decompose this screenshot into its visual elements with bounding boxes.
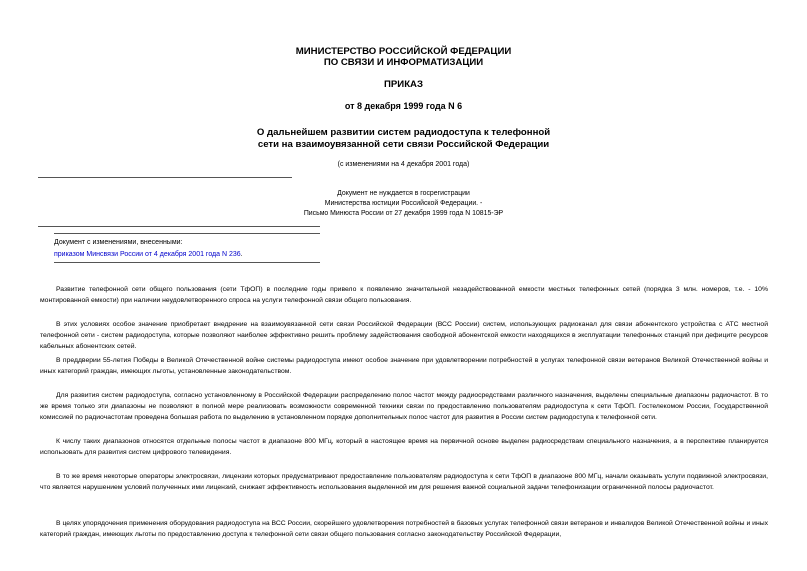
paragraph-1: Развитие телефонной сети общего пользования (сети ТфОП) в последние годы привело к появлению значительной незадействованной емкости местных телефонных сетей (порядка 3 млн. номеров, т.е. - 10% монтированной емкости) при наличии неудовлетворенного спроса на услуги телефонной связи общего пользования. bbox=[40, 286, 768, 305]
subject-line-2: сети на взаимоувязанной сети связи Российской Федерации bbox=[257, 138, 550, 150]
divider-line bbox=[38, 226, 320, 227]
body-paragraph bbox=[40, 319, 768, 353]
ministry-line-2: ПО СВЯЗИ И ИНФОРМАТИЗАЦИИ bbox=[323, 57, 484, 68]
body-paragraph bbox=[40, 355, 768, 377]
paragraph-4: Для развития систем радиодоступа, согласно установленному в Российской Федерации распределению полос частот между радиосредствами различного назначения, выделены специальные диапазоны радиочастот. В то же время только эти диапазоны не позволяют в полной мере реализовать возможности современной техники связи по предоставлению пользователям радиодоступа к сети ТфОП. Гостелекомом России, Государственной комиссией по радиочастотам проведена большая работа по выделению в установленном порядке дополнительных полос частот для развития в России систем радиодоступа к телефонной сети. bbox=[40, 392, 768, 422]
subject-line-1: О дальнейшем развитии систем радиодоступа к телефонной bbox=[256, 127, 551, 138]
ministry-title bbox=[200, 46, 607, 68]
body-paragraph bbox=[40, 390, 768, 424]
registration-note bbox=[290, 189, 517, 220]
doc-subject bbox=[200, 127, 607, 150]
paragraph-7: В целях упорядочения применения оборудования радиодоступа на ВСС России, скорейшего удовлетворения потребностей в базовых услугах телефонной связи ветеранов и инвалидов Великой Отечественной войны и иных категорий граждан, имеющих льготы по предоставлению доступа к телефонной сети связи общего пользования согласно законодательству Российской Федерации, bbox=[40, 520, 768, 539]
doc-type: ПРИКАЗ bbox=[384, 79, 423, 90]
link-suffix: . bbox=[240, 250, 243, 258]
body-paragraph bbox=[40, 436, 768, 458]
paragraph-5: К числу таких диапазонов относятся отдельные полосы частот в диапазоне 800 МГц, который в настоящее время на первичной основе выделен радиосредствам специального назначения, а в перспективе планируется использовать для развития систем цифрового телевидения. bbox=[40, 438, 768, 457]
divider-line bbox=[54, 233, 320, 234]
paragraph-2: В этих условиях особое значение приобретает внедрение на взаимоувязанной сети связи Российской Федерации (ВСС России) систем, использующих радиоканал для связи абонентского устройства с АТС местной телефонной сети - систем радиодоступа, которые позволяют наиболее эффективно решить проблему задействования свободной абонентской емкости находящихся в эксплуатации телефонных станций при дефиците ресурсов кабельных абонентских сетей. bbox=[40, 321, 768, 351]
registration-line-2: Министерства юстиции Российской Федерации. - bbox=[324, 200, 483, 208]
ministry-line-1: МИНИСТЕРСТВО РОССИЙСКОЙ ФЕДЕРАЦИИ bbox=[295, 46, 512, 57]
paragraph-6: В то же время некоторые операторы электросвязи, лицензии которых предусматривают предоставление пользователям радиодоступа к сети ТфОП в диапазоне 800 МГц, начали оказывать услуги подвижной электросвязи, что является нарушением условий полученных ими лицензий, снижает эффективность использования выделенной им для решения важной социальной задачи телефонизации ограниченной полосы радиочастот. bbox=[40, 473, 768, 492]
body-paragraph bbox=[40, 471, 768, 493]
changes-box bbox=[54, 237, 243, 260]
divider-line bbox=[54, 262, 320, 263]
registration-line-3: Письмо Минюста России от 27 декабря 1999 года N 10815-ЭР bbox=[303, 210, 504, 218]
changes-reference bbox=[54, 249, 243, 261]
changes-label: Документ с изменениями, внесенными: bbox=[54, 239, 183, 246]
doc-date-number: от 8 декабря 1999 года N 6 bbox=[344, 101, 463, 111]
registration-line-1: Документ не нуждается в госрегистрации bbox=[337, 190, 470, 197]
body-paragraph bbox=[40, 284, 768, 306]
amending-order-link[interactable]: приказом Минсвязи России от 4 декабря 2001 года N 236 bbox=[54, 250, 241, 258]
changes-note: (с изменениями на 4 декабря 2001 года) bbox=[337, 161, 470, 168]
paragraph-3: В преддверии 55-летия Победы в Великой Отечественной войне системы радиодоступа имеют особое значение при удовлетворении потребностей в услугах телефонной связи ветеранов Великой Отечественной войны и иных категорий граждан, имеющих льготы, установленные законодательством. bbox=[40, 357, 768, 376]
divider-line bbox=[38, 177, 292, 178]
body-paragraph bbox=[40, 518, 768, 540]
